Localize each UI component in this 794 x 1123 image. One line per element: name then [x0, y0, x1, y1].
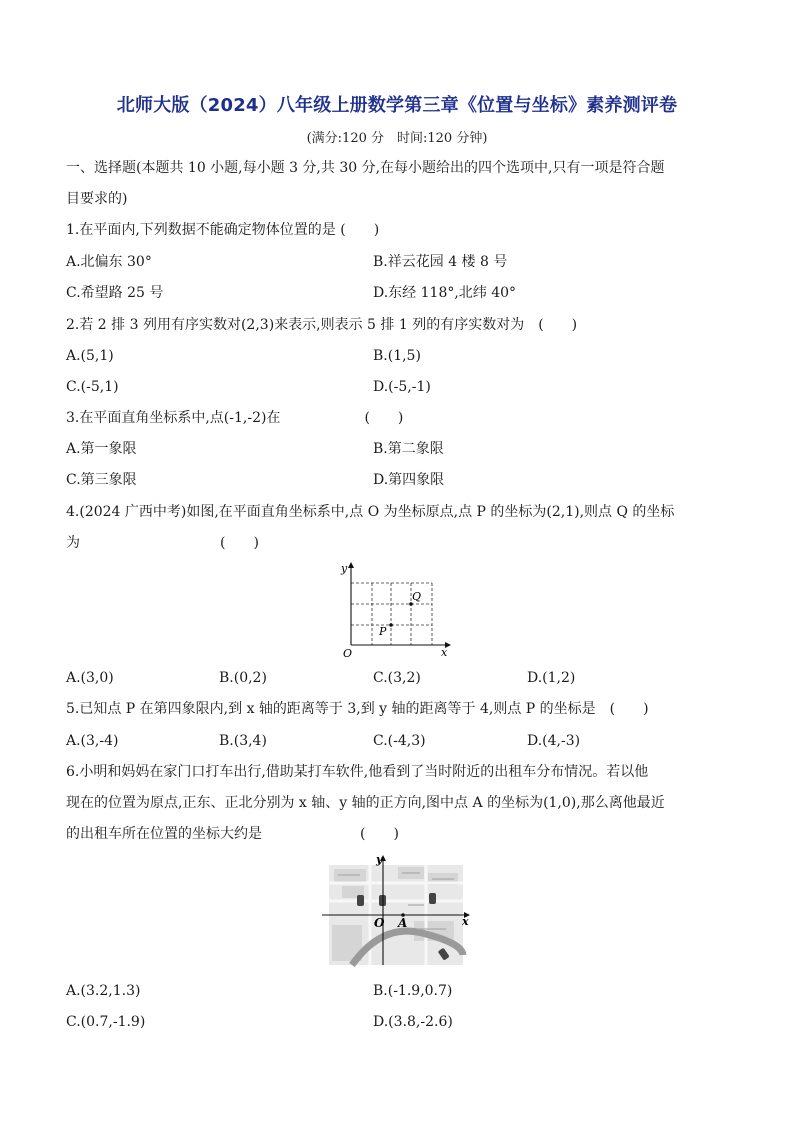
section-instruction-line2: 目要求的)	[66, 191, 128, 207]
question-4-option-a: A.(3,0)	[66, 670, 114, 686]
question-1-option-b: B.祥云花园 4 楼 8 号	[373, 254, 508, 270]
question-2-option-b: B.(1,5)	[373, 348, 421, 364]
question-4-option-d: D.(1,2)	[527, 670, 576, 686]
question-3-option-c: C.第三象限	[66, 472, 137, 488]
question-2-stem: 2.若 2 排 3 列用有序实数对(2,3)来表示,则表示 5 排 1 列的有序实数对为 ( )	[66, 317, 578, 333]
map-x-axis-label: x	[462, 915, 469, 928]
question-6-stem-line3: 的出租车所在位置的坐标大约是 ( )	[66, 826, 399, 842]
question-3-option-d: D.第四象限	[373, 472, 445, 488]
question-4-option-b: B.(0,2)	[219, 670, 267, 686]
point-a-label: A	[398, 916, 408, 930]
question-5-option-c: C.(-4,3)	[373, 733, 426, 749]
point-q-label: Q	[412, 590, 422, 603]
section-instruction-line1: 一、选择题(本题共 10 小题,每小题 3 分,共 30 分,在每小题给出的四个选项中,只有一项是符合题	[66, 160, 665, 176]
question-6-option-a: A.(3.2,1.3)	[66, 983, 141, 999]
question-5-stem: 5.已知点 P 在第四象限内,到 x 轴的距离等于 3,到 y 轴的距离等于 4,则点 P 的坐标是 ( )	[66, 701, 649, 717]
question-1-option-d: D.东经 118°,北纬 40°	[373, 285, 517, 301]
taxi-icon	[357, 895, 364, 906]
question-6-stem-line2: 现在的位置为原点,正东、正北分别为 x 轴、y 轴的正方向,图中点 A 的坐标为(1,0),那么离他最近	[66, 795, 665, 811]
question-4-stem-line1: 4.(2024 广西中考)如图,在平面直角坐标系中,点 O 为坐标原点,点 P 的坐标为(2,1),则点 Q 的坐标	[66, 504, 675, 520]
question-6-stem-line1: 6.小明和妈妈在家门口打车出行,借助某打车软件,他看到了当时附近的出租车分布情况。若以他	[66, 764, 649, 780]
page-subtitle: (满分:120 分 时间:120 分钟)	[306, 131, 488, 146]
question-2-option-d: D.(-5,-1)	[373, 379, 431, 395]
question-6-option-d: D.(3.8,-2.6)	[373, 1014, 453, 1030]
taxi-icon	[429, 893, 436, 904]
point-p-label: P	[379, 625, 387, 638]
question-6-option-b: B.(-1.9,0.7)	[373, 983, 453, 999]
question-1-option-a: A.北偏东 30°	[66, 254, 152, 270]
question-3-option-b: B.第二象限	[373, 441, 444, 457]
question-4-option-c: C.(3,2)	[373, 670, 421, 686]
question-1-stem: 1.在平面内,下列数据不能确定物体位置的是 ( )	[66, 222, 380, 238]
y-axis-label: y	[341, 562, 348, 575]
page-title: 北师大版（2024）八年级上册数学第三章《位置与坐标》素养测评卷	[116, 95, 678, 116]
question-5-option-d: D.(4,-3)	[527, 733, 581, 749]
question-6-option-c: C.(0.7,-1.9)	[66, 1014, 146, 1030]
question-5-option-b: B.(3,4)	[219, 733, 267, 749]
question-4-stem-line2: 为 ( )	[66, 535, 259, 551]
x-axis-label: x	[441, 646, 448, 659]
question-5-option-a: A.(3,-4)	[66, 733, 119, 749]
origin-label: O	[343, 647, 353, 660]
map-origin-label: O	[374, 916, 385, 930]
question-1-option-c: C.希望路 25 号	[66, 285, 164, 301]
question-3-option-a: A.第一象限	[66, 441, 137, 457]
question-3-stem: 3.在平面直角坐标系中,点(-1,-2)在 ( )	[66, 410, 404, 426]
point-p-marker	[389, 623, 393, 627]
question-2-option-a: A.(5,1)	[66, 348, 114, 364]
question-4-coordinate-figure	[335, 560, 455, 660]
map-y-axis-label: y	[376, 853, 383, 866]
question-6-map-figure	[322, 853, 472, 968]
question-2-option-c: C.(-5,1)	[66, 379, 119, 395]
